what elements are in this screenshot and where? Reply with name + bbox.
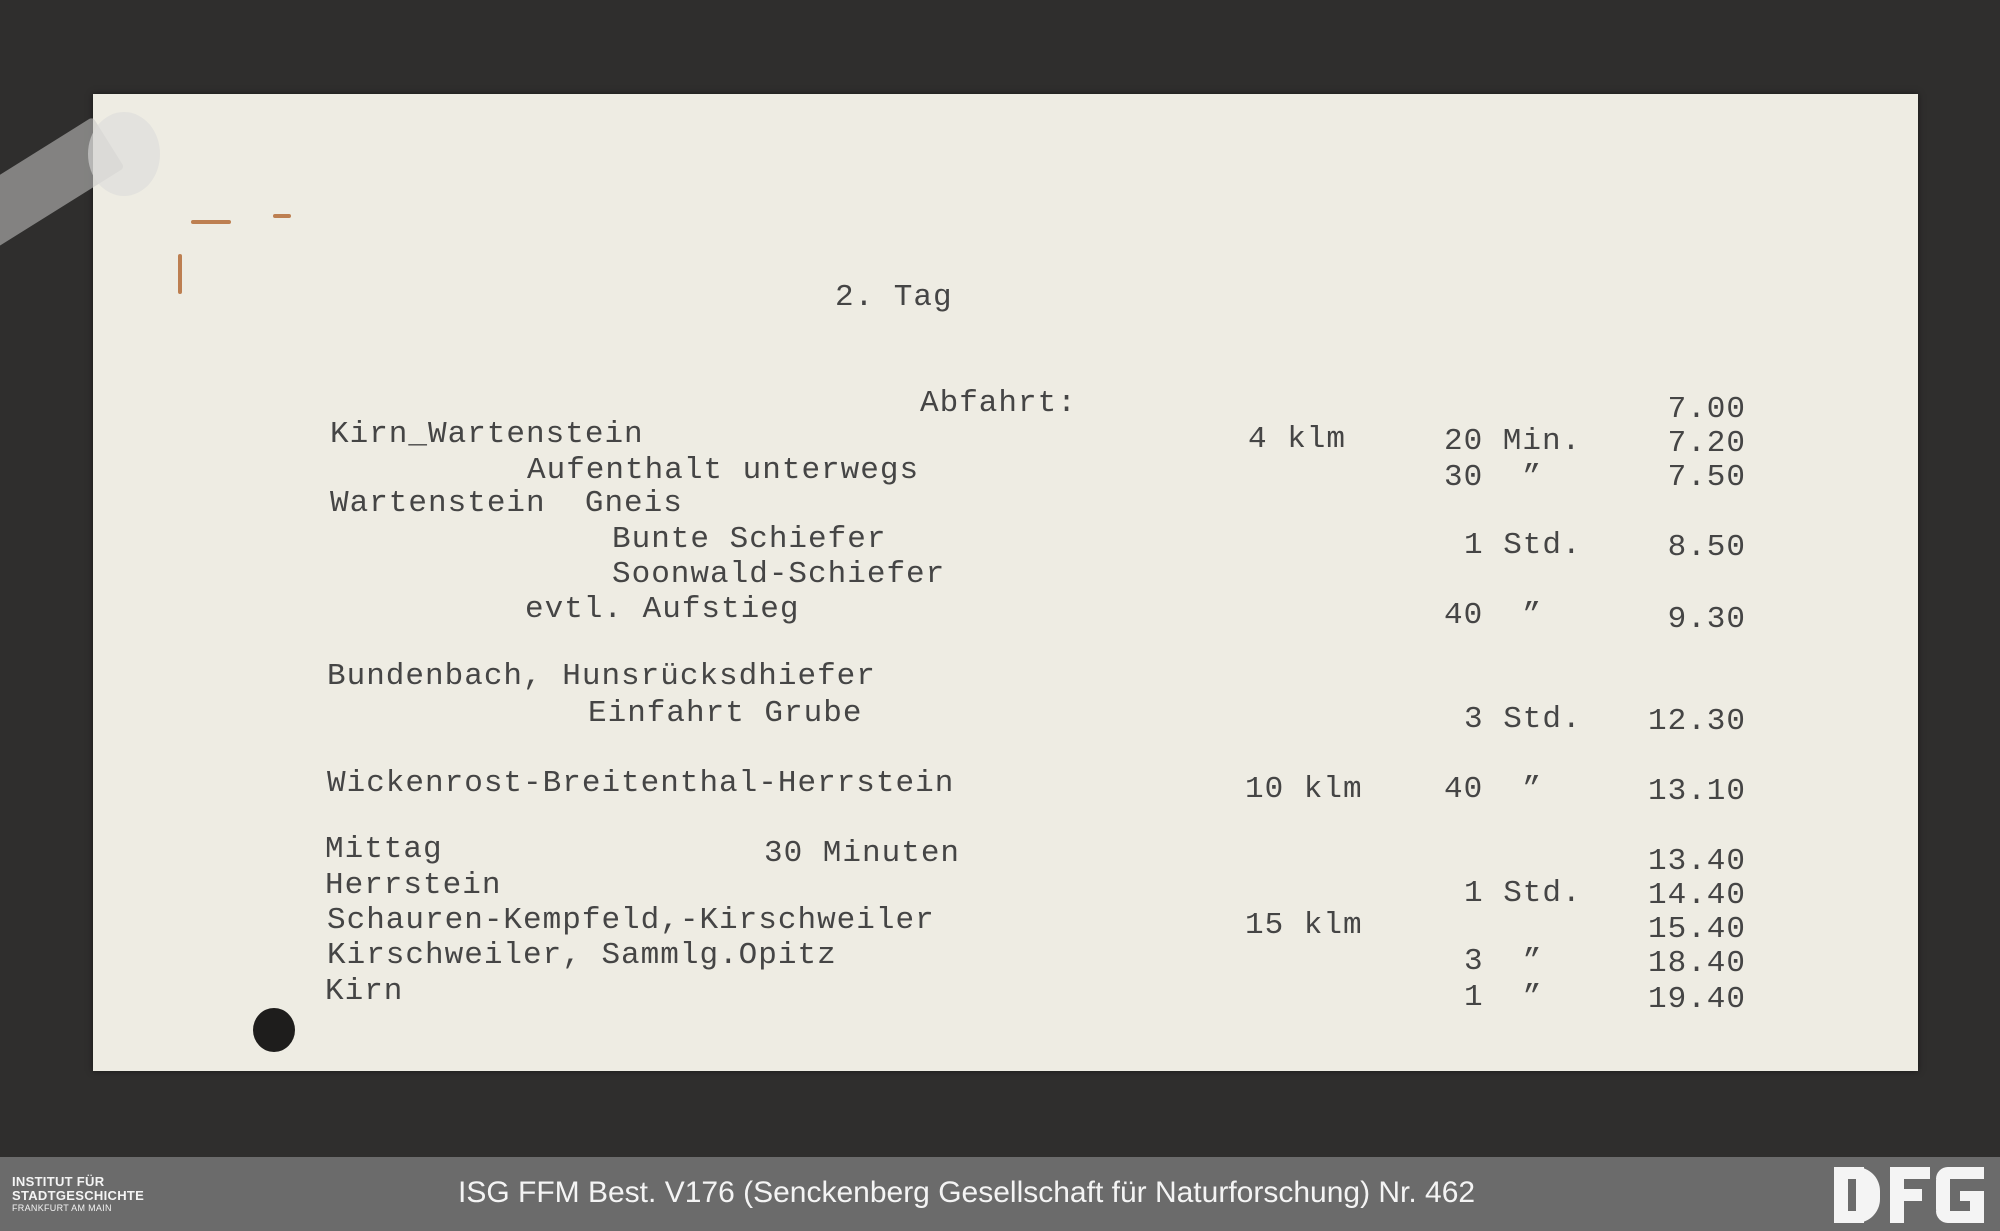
route-text: Wickenrost-Breitenthal-Herrstein [327,766,955,801]
institution-line3: FRANKFURT AM MAIN [12,1203,112,1213]
time: 12.30 [1647,704,1746,739]
rust-stain [191,220,231,224]
departure-time: 7.00 [1667,392,1746,427]
distance: 15 klm [1245,908,1363,943]
time: 18.40 [1647,946,1746,981]
rust-stain [273,214,291,218]
route-text: evtl. Aufstieg [525,592,800,627]
route-text: Kirn_Wartenstein [330,417,644,452]
time: 15.40 [1647,912,1746,947]
page-heading: 2. Tag [835,280,953,315]
route-text: Herrstein [325,868,502,903]
time: 8.50 [1667,530,1746,565]
note: 30 Minuten [764,836,961,871]
duration: 40 ” [1444,598,1543,633]
institution-line1: INSTITUT FÜR [12,1174,105,1189]
route-text: Kirn [325,974,404,1009]
duration: 3 Std. [1464,702,1582,737]
duration: 1 ” [1464,980,1543,1015]
route-text: Schauren-Kempfeld,-Kirschweiler [327,903,935,938]
time: 14.40 [1647,878,1746,913]
duration: 1 Std. [1464,876,1582,911]
rust-stain [178,254,182,294]
route-text: Mittag [325,832,443,867]
time: 19.40 [1647,982,1746,1017]
institution-logo [12,1175,144,1214]
route-text: Kirschweiler, Sammlg.Opitz [327,938,837,973]
dfg-logo [1834,1167,1984,1223]
paper-clip [0,112,160,242]
route-text: Bundenbach, Hunsrücksdhiefer [327,659,876,694]
distance: 10 klm [1245,772,1363,807]
archive-caption: ISG FFM Best. V176 (Senckenberg Gesellschaft für Naturforschung) Nr. 462 [458,1176,1476,1209]
departure-label: Abfahrt: [920,386,1077,421]
time: 9.30 [1667,602,1746,637]
duration: 3 ” [1464,944,1543,979]
duration: 40 ” [1444,772,1543,807]
route-text: Einfahrt Grube [588,696,863,731]
route-text: Aufenthalt unterwegs [527,453,920,488]
time: 13.40 [1647,844,1746,879]
duration: 1 Std. [1464,528,1582,563]
route-text: Soonwald-Schiefer [612,557,946,592]
institution-line2: STADTGESCHICHTE [12,1188,145,1203]
route-text: Bunte Schiefer [612,522,887,557]
time: 7.50 [1667,460,1746,495]
duration: 20 Min. [1444,424,1582,459]
archive-footer [0,1157,2000,1231]
duration: 30 ” [1444,460,1543,495]
route-text: Wartenstein Gneis [330,486,683,521]
distance: 4 klm [1248,422,1347,457]
time: 7.20 [1667,426,1746,461]
time: 13.10 [1647,774,1746,809]
punch-hole [253,1008,295,1052]
